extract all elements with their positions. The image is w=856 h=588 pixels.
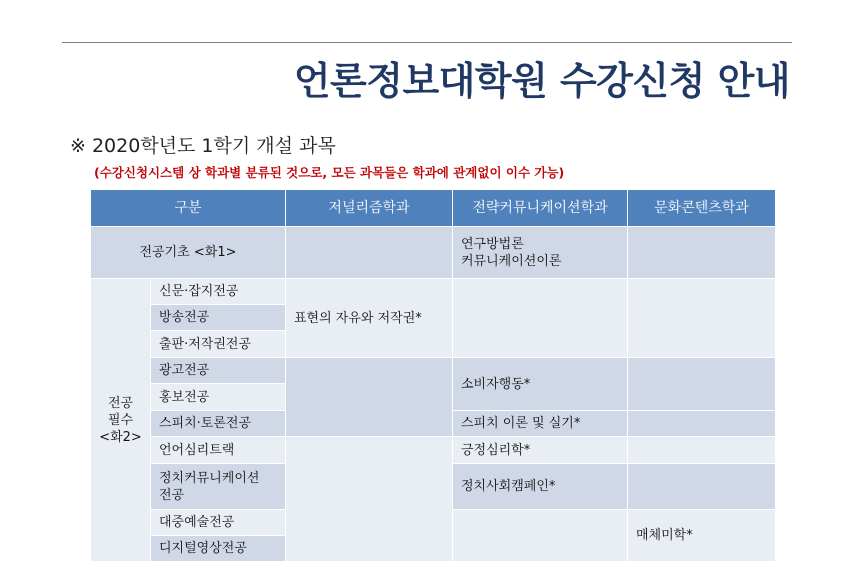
strategic-consumer-cell: 소비자행동* <box>453 358 628 411</box>
subcategory-advertising: 광고전공 <box>151 358 286 384</box>
page-title: 언론정보대학원 수강신청 안내 <box>293 59 790 103</box>
strategic-speech-cell: 스피치 이론 및 실기* <box>453 411 628 437</box>
journalism-required-cell: 표현의 자유와 저작권* <box>286 279 453 358</box>
strategic-psychology-cell: 긍정심리학* <box>453 437 628 464</box>
subcategory-language-psychology: 언어심리트랙 <box>151 437 286 464</box>
subcategory-popular-arts: 대중예술전공 <box>151 510 286 536</box>
strategic-empty-lower-cell <box>453 510 628 562</box>
subcategory-publishing: 출판·저작권전공 <box>151 331 286 358</box>
culture-empty-political-cell <box>628 464 776 510</box>
semester-heading: ※ 2020학년도 1학기 개설 과목 <box>70 135 336 157</box>
subcategory-speech: 스피치·토론전공 <box>151 411 286 437</box>
subcategory-digital-video: 디지털영상전공 <box>151 536 286 562</box>
required-group-label: 전공 필수 <화2> <box>91 279 151 562</box>
course-table <box>91 190 776 562</box>
subcategory-newspaper: 신문·잡지전공 <box>151 279 286 305</box>
journalism-empty-ad-cell <box>286 358 453 437</box>
subcategory-broadcasting: 방송전공 <box>151 305 286 331</box>
top-divider <box>62 42 792 43</box>
header-journalism: 저널리즘학과 <box>286 190 453 227</box>
strategic-empty-upper-cell <box>453 279 628 358</box>
subcategory-public-relations: 홍보전공 <box>151 384 286 411</box>
header-category: 구분 <box>91 190 286 227</box>
basic-culture-cell <box>628 227 776 279</box>
notice-text: (수강신청시스템 상 학과별 분류된 것으로, 모든 과목들은 학과에 관계없이 이수 가능) <box>94 165 565 180</box>
header-cultural-contents: 문화콘텐츠학과 <box>628 190 776 227</box>
basic-journalism-cell <box>286 227 453 279</box>
strategic-political-cell: 정치사회캠페인* <box>453 464 628 510</box>
culture-empty-ad-cell <box>628 358 776 411</box>
culture-empty-psych-cell <box>628 437 776 464</box>
culture-media-aesthetics-cell: 매체미학* <box>628 510 776 562</box>
culture-empty-speech-cell <box>628 411 776 437</box>
journalism-empty-lower-cell <box>286 437 453 562</box>
subcategory-political-communication: 정치커뮤니케이션 전공 <box>151 464 286 510</box>
culture-empty-upper-cell <box>628 279 776 358</box>
header-strategic-communication: 전략커뮤니케이션학과 <box>453 190 628 227</box>
basic-strategic-cell: 연구방법론 커뮤니케이션이론 <box>453 227 628 279</box>
basic-category-cell: 전공기초 <화1> <box>91 227 286 279</box>
